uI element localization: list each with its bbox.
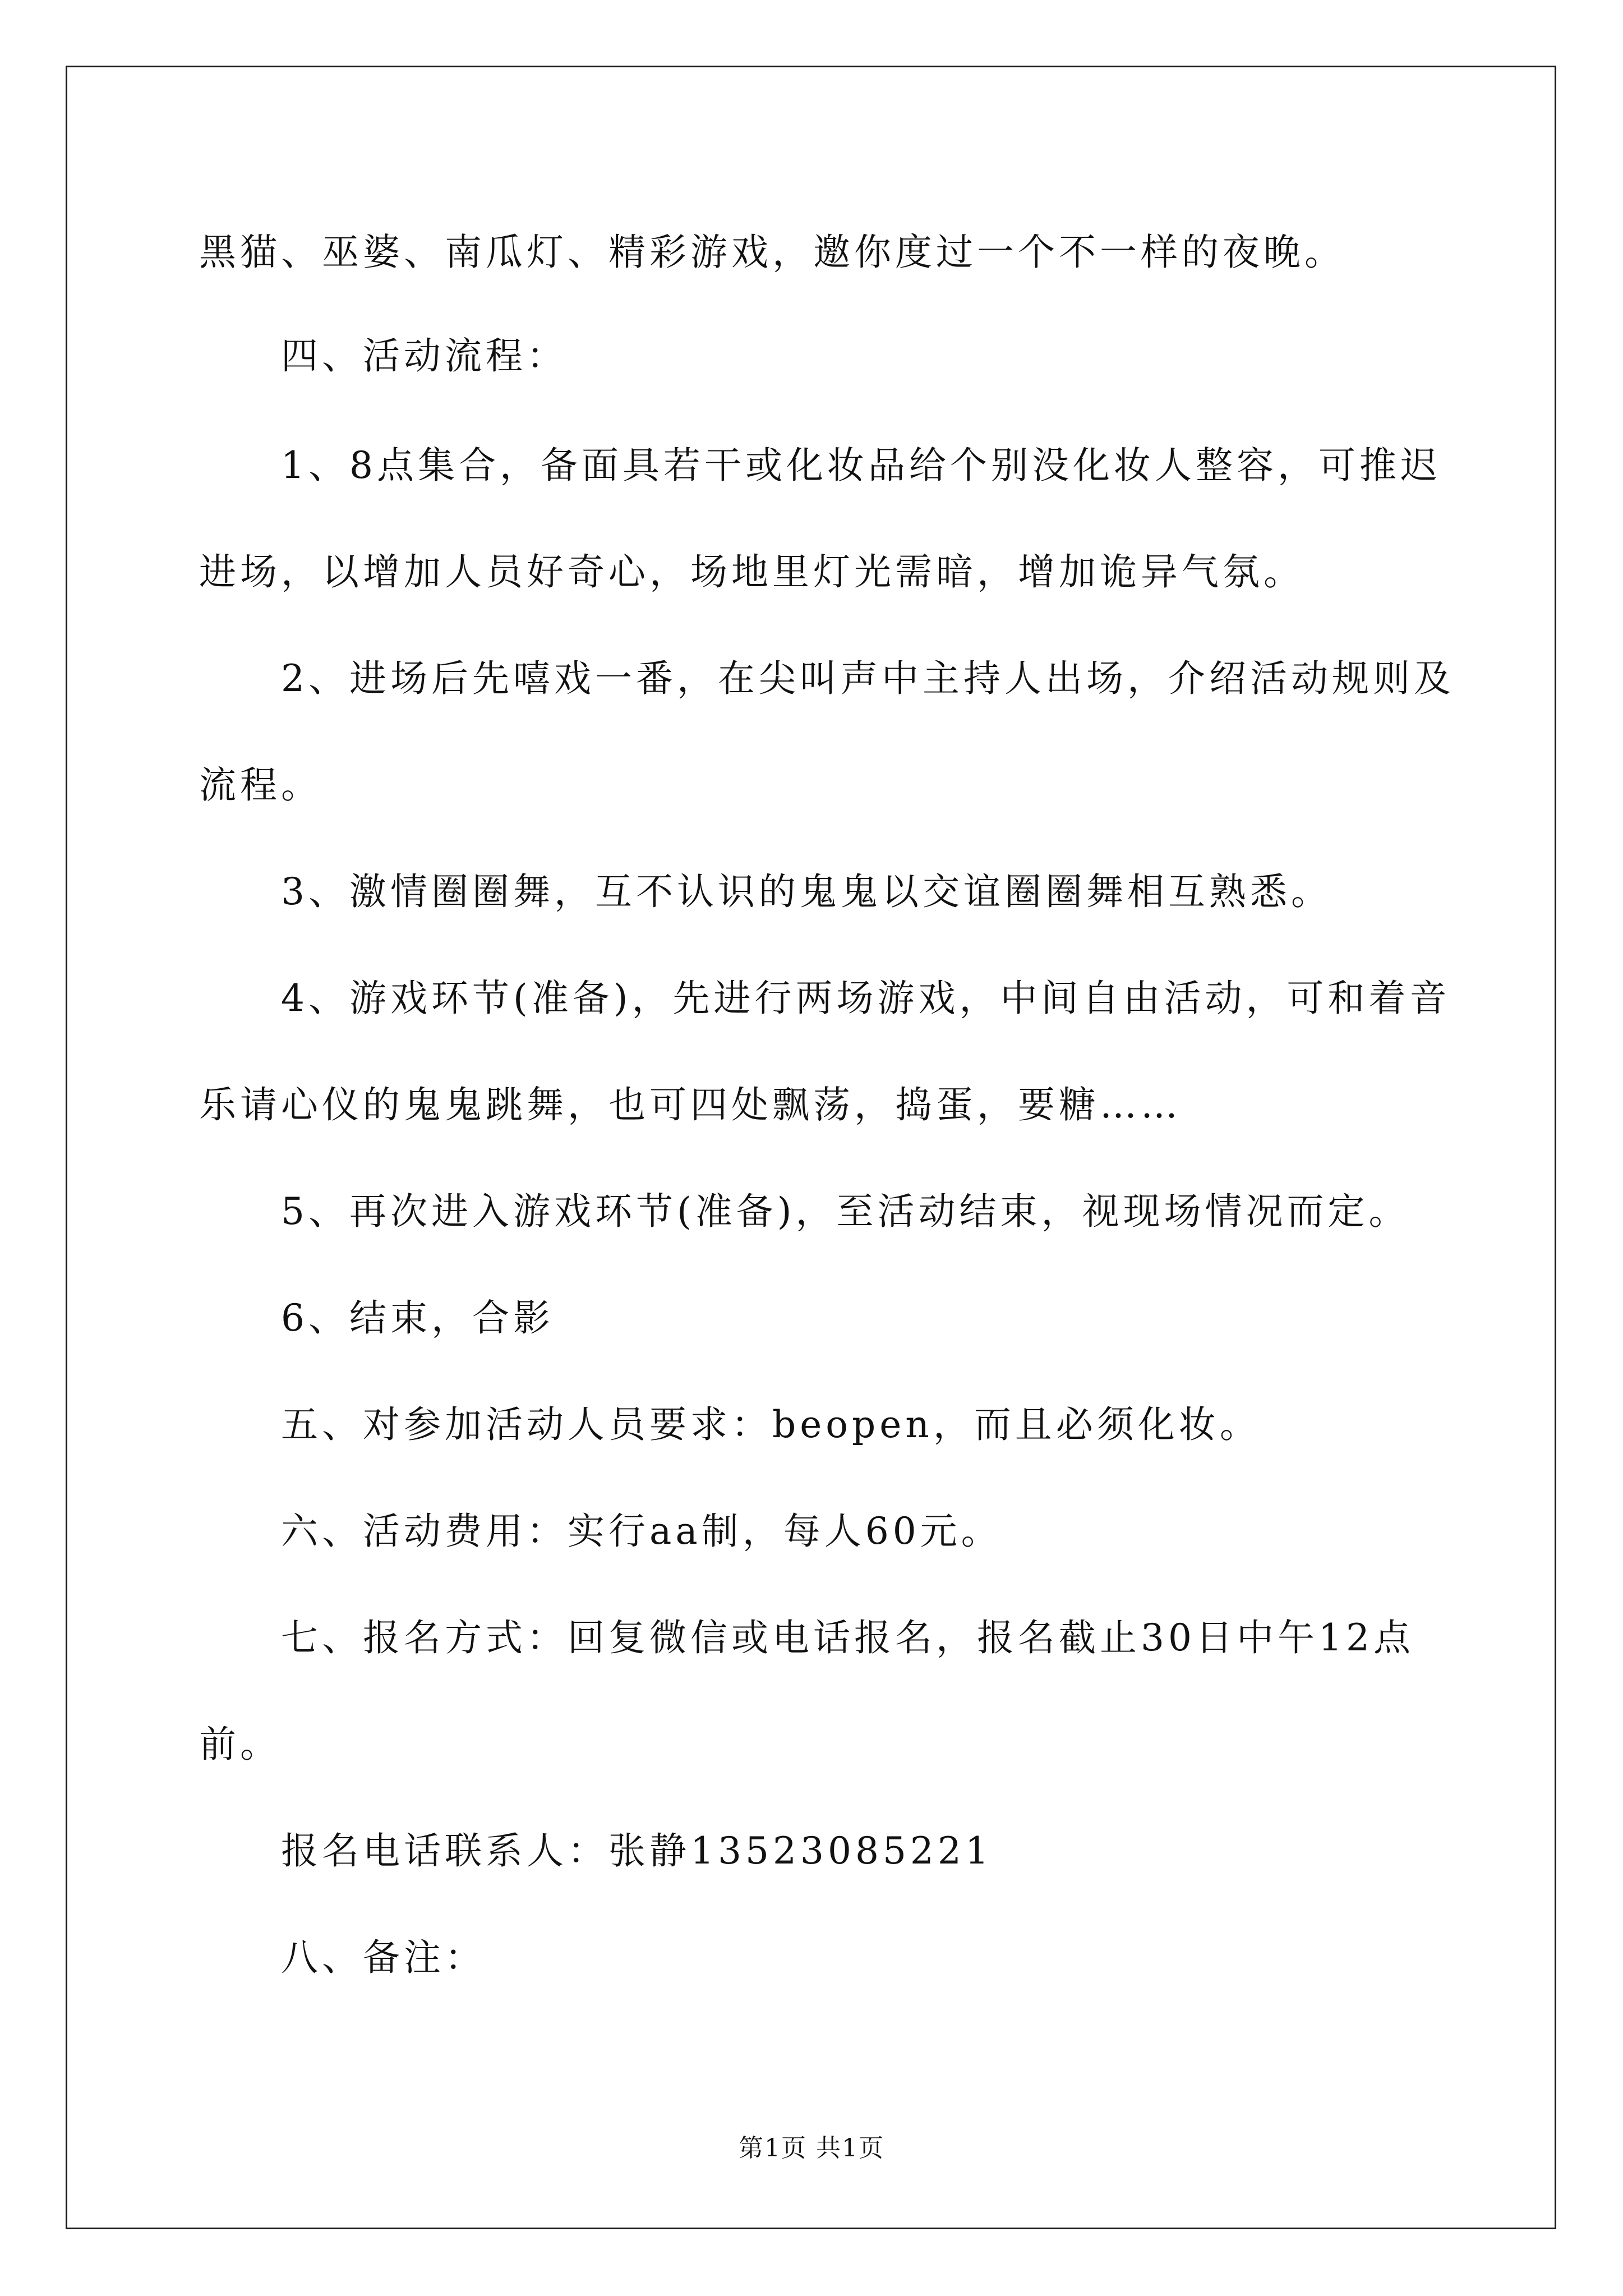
text-line: 5、再次进入游戏环节(准备)，至活动结束，视现场情况而定。 (281, 1190, 1410, 1233)
text-line: 1、8点集合，备面具若干或化妆品给个别没化妆人整容，可推迟 (281, 444, 1441, 487)
text-line: 黑猫、巫婆、南瓜灯、精彩游戏，邀你度过一个不一样的夜晚。 (199, 231, 1345, 274)
section-heading: 八、备注： (281, 1936, 486, 1979)
text-line: 前。 (199, 1723, 281, 1766)
text-line: 6、结束，合影 (281, 1296, 554, 1340)
page-border (66, 66, 1556, 2229)
section-heading: 五、对参加活动人员要求：beopen，而且必须化妆。 (281, 1403, 1261, 1446)
text-line: 乐请心仪的鬼鬼跳舞，也可四处飘荡，捣蛋，要糖…… (199, 1083, 1182, 1126)
text-line: 3、激情圈圈舞，互不认识的鬼鬼以交谊圈圈舞相互熟悉。 (281, 870, 1332, 913)
text-line: 进场，以增加人员好奇心，场地里灯光需暗，增加诡异气氛。 (199, 550, 1304, 593)
contact-line: 报名电话联系人：张静13523085221 (281, 1829, 993, 1872)
text-line: 4、游戏环节(准备)，先进行两场游戏，中间自由活动，可和着音 (281, 977, 1451, 1020)
page-footer: 第1页 共1页 (739, 2134, 884, 2162)
section-heading: 四、活动流程： (281, 334, 568, 378)
text-line: 2、进场后先嘻戏一番，在尖叫声中主持人出场，介绍活动规则及 (281, 657, 1455, 700)
text-line: 流程。 (199, 763, 322, 807)
section-heading: 七、报名方式：回复微信或电话报名，报名截止30日中午12点 (281, 1616, 1414, 1659)
section-heading: 六、活动费用：实行aa制，每人60元。 (281, 1510, 1002, 1553)
